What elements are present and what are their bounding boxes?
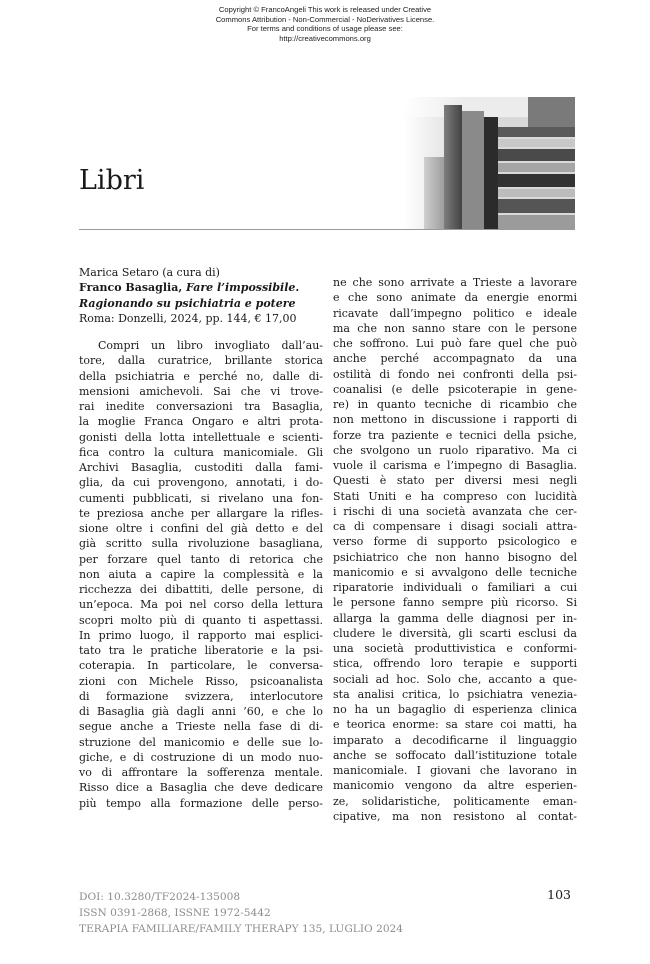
text-line: vuole il carisma e l’impegno di Basaglia. [333,459,577,472]
text-line: cludere le diversità, gli scarti esclusi da [333,626,577,640]
text-line: mensioni amichevoli. Sai che vi trove- [79,384,323,398]
text-line: manicomio e si avvalgono delle tecniche [333,565,577,579]
text-line: ma che non sanno stare con le persone [333,321,577,335]
text-line: giche, e di costruzione di un modo nuo- [79,750,323,764]
text-line: e teorica enorme: sa stare coi matti, ha [333,718,577,732]
book-publication: Roma: Donzelli, 2024, pp. 144, € 17,00 [79,311,297,325]
text-line: Questi è stato per diversi mesi negli [333,474,577,488]
book-author-title [79,280,323,295]
text-line: cumenti pubblicati, si rivelano una fon- [79,491,323,505]
text-line: la moglie Franca Ongaro e altri prota- [79,415,323,429]
text-line: allarga la gamma delle diagnosi per in- [333,611,577,625]
book-author: Franco Basaglia, [79,281,186,295]
text-line: ricchezza dei dibattiti, delle persone, di [79,583,323,596]
text-line: ostilità di fondo nei confronti della psi- [333,367,577,381]
text-line: anche perché accompagnato da una [333,352,577,366]
text-line: verso forme di supporto psicologico e [333,535,577,549]
text-line: coterapia. In particolare, le conversa- [79,659,323,673]
right-column [333,275,577,824]
text-line: i rischi di una società avanzata che cer- [333,504,577,518]
text-line: ze, solidaristiche, politicamente eman- [333,794,577,808]
article-footer [79,889,403,937]
copyright-line: For terms and conditions of usage please see: [247,24,403,34]
text-line: segue anche a Trieste nella fase di di- [79,720,323,734]
text-line: Compri un libro invogliato dall’au- [98,339,323,352]
text-line: Risso dice a Basaglia che deve dedicare [79,781,323,795]
copyright-notice [0,5,650,43]
book-reference [79,265,323,326]
title-divider [79,229,575,230]
text-line: stica, offrendo loro terapie e supporti [333,657,577,671]
text-line: sociali ad hoc. Solo che, accanto a que- [333,672,577,686]
page-number: 103 [547,887,571,902]
text-line: tore, dalla curatrice, brillante storica [79,354,323,368]
text-line: che soffrono. Lui può fare quel che può [333,337,577,350]
text-line: cipative, ma non resistono al contat- [333,809,577,823]
text-line: ne che sono arrivate a Trieste a lavorare [333,276,577,289]
text-line: sta analisi critica, lo psichiatra venezia- [333,687,577,701]
text-line: no ha un bagaglio di esperienza clinica [333,703,577,716]
text-line: ricavate dall’impegno politico e ideale [333,306,577,320]
text-line: un’epoca. Ma poi nel corso della lettura [79,598,323,612]
text-line: zioni con Michele Risso, psicoanalista [79,674,323,688]
copyright-line: http://creativecommons.org [279,33,371,43]
text-line: più tempo alla formazione delle perso- [79,796,323,810]
text-line: non aiuta a capire la complessità e la [79,567,323,581]
text-line: manicomiale. I giovani che lavorano in [333,764,577,777]
text-line: e che sono animate da energie enormi [333,291,577,305]
left-column [79,265,323,811]
text-line: sione oltre i confini del già detto e del [79,522,323,535]
review-text-right [333,275,577,824]
text-line: imparato a decodificarne il linguaggio [333,733,577,747]
section-title: Libri [79,165,145,196]
text-line: rai inedite conversazioni tra Basaglia, [79,400,323,413]
text-line: struzione del manicomio e delle sue lo- [79,735,323,749]
text-line: anche se soffocato dall’istituzione totale [333,748,577,762]
text-line: che svolgono un ruolo riparativo. Ma ci [333,443,577,457]
text-line: di Basaglia già dagli anni ’60, e che lo [79,705,323,718]
text-line: Stati Uniti e ha compreso con lucidità [333,489,577,503]
books-stack-photo [404,97,575,229]
copyright-line: Copyright © FrancoAngeli This work is released under Creative [218,5,432,14]
text-line: non mettono in discussione i rapporti di [333,413,577,427]
text-line: coanalisi (e delle psicoterapie in gene- [333,382,577,396]
text-line: Archivi Basaglia, custoditi dalla fami- [79,461,323,474]
text-line: le persone fanno sempre più ricorso. Si [333,596,577,610]
text-line: vo di affrontare la sofferenza mentale. [79,766,323,779]
text-line: fica contro la cultura manicomiale. Gli [79,445,323,459]
journal-issue: TERAPIA FAMILIARE/FAMILY THERAPY 135, LUGLIO 2024 [79,923,404,935]
text-line: re) in quanto tecniche di ricambio che [333,398,577,411]
text-line: già scritto sulla rivoluzione basagliana, [79,537,323,551]
book-subtitle: Ragionando su psichiatria e potere [79,296,296,310]
text-line: In primo luogo, il rapporto mai esplici- [79,628,323,642]
text-line: gonisti della lotta intellettuale e scienti- [79,430,323,444]
text-line: riparatorie individuali o familiari a cui [333,581,577,594]
review-text-left [79,338,323,811]
text-line: glia, da cui provengono, annotati, i do- [79,476,323,490]
text-line: te preziosa anche per allargare la rifles- [79,506,323,520]
text-line: una società produttivistica e conformi- [333,642,577,655]
book-title: Fare l’impossibile. [185,281,300,295]
copyright-line: Commons Attribution - Non-Commercial - NoDerivatives License. [215,14,435,24]
book-editor: Marica Setaro (a cura di) [79,266,220,279]
text-line: ca di compensare i disagi sociali attra- [333,520,577,533]
text-line: di formazione svizzera, interlocutore [79,689,323,703]
text-line: psichiatrico che non hanno bisogno del [333,550,577,564]
text-line: manicomio vengono da altre esperien- [333,779,577,793]
text-line: per forzare quel tanto di retorica che [79,552,323,566]
issn: ISSN 0391-2868, ISSNE 1972-5442 [79,907,271,919]
doi: DOI: 10.3280/TF2024-135008 [79,891,241,903]
text-line: della psichiatria e perché no, dalle di- [79,369,323,383]
text-line: forze tra paziente e tecnici della psiche, [333,428,577,442]
text-line: tato tra le pratiche liberatorie e la psi- [79,644,323,657]
text-line: scopri molto più di quanto ti aspettassi. [79,613,323,627]
